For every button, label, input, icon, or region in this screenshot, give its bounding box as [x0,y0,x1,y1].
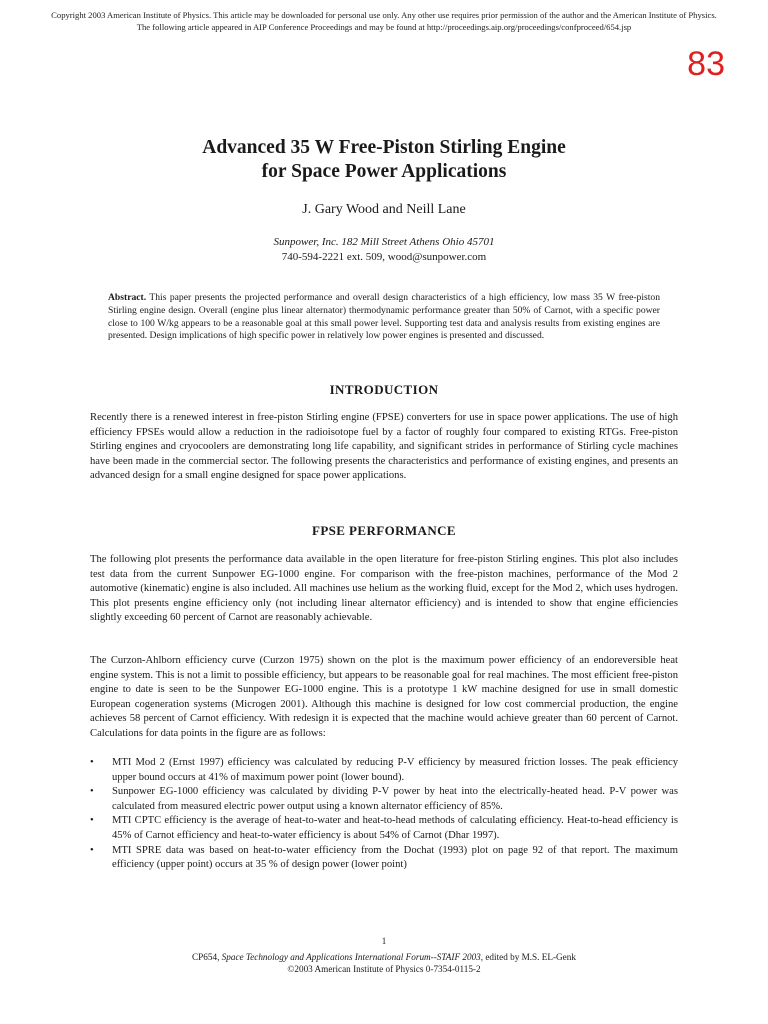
bullet-icon: • [90,815,94,827]
introduction-paragraph: Recently there is a renewed interest in free-piston Stirling engine (FPSE) converters for use in space power applications. The use of high efficiency FPSEs would allow a reduction in the radioisotope fuel by a factor of roughly four compared to existing RTGs. Free-piston Stirling engines and cryocoolers are demonstrating long life capability, and significant strides in performance of Stirling cycle machines have been made in the commercial sector. The following presents the characteristics and performance of existing engines, and presents an advanced design for a small engine designed for space power applications. [90,412,678,482]
citation-proceedings: Space Technology and Applications International Forum--STAIF 2003 [221,952,481,962]
footer-copyright: ©2003 American Institute of Physics 0-7354-0115-2 [287,964,481,974]
bullet-icon: • [90,757,94,768]
bullet-text: MTI SPRE data was based on heat-to-water efficiency from the Dochat (1993) plot on page 92 of that report. The maximum efficiency (upper point) occurs at 35 % of design power (lower point) [112,844,678,871]
citation-prefix: CP654, [192,952,222,962]
contact-info: 740-594-2221 ext. 509, wood@sunpower.com [281,251,487,263]
bullet-item [90,785,678,814]
fpse-performance-heading: FPSE PERFORMANCE [312,523,456,538]
title-line-2: for Space Power Applications [261,161,507,182]
citation-editor: , edited by M.S. EL-Genk [480,952,576,962]
bullet-icon: • [90,844,94,856]
calculation-bullet-list [90,756,678,873]
abstract-text: This paper presents the projected performance and overall design characteristics of a high efficiency, low mass 35 W free-piston Stirling engine design. Overall (engine plus linear alternator) thermodynamic performance greater than 50% of Carnot, with a specific power close to 100 W/kg appears to be a reasonable goal at this small power level. Supporting test data and analysis results from existing engines are presented. Design implications of high specific power in relatively low power engines is presented and discussed. [108,292,660,342]
authors: J. Gary Wood and Neill Lane [302,202,466,217]
introduction-heading: INTRODUCTION [329,382,439,397]
citation-line [0,951,768,963]
bullet-item [90,756,678,785]
title-line-1: Advanced 35 W Free-Piston Stirling Engine [202,137,566,158]
copyright-notice [0,9,768,33]
bullet-text: MTI Mod 2 (Ernst 1997) efficiency was calculated by reducing P-V efficiency by measured friction losses. The peak efficiency upper bound occurs at 41% of maximum power point (lower bound). [112,757,678,783]
footer-citation [0,951,768,975]
abstract [108,292,660,343]
bullet-text: Sunpower EG-1000 efficiency was calculated by dividing P-V power by heat into the electrically-heated head. P-V power was calculated from measured electric power output using a known alternator efficiency of 85%. [112,786,678,812]
copyright-line-2: The following article appeared in AIP Conference Proceedings and may be found at http://proceedings.aip.org/proceedings/confproceed/654.jsp [136,22,632,32]
affiliation: Sunpower, Inc. 182 Mill Street Athens Ohio 45701 [273,236,495,248]
paper-title [0,136,768,184]
bullet-item [90,844,678,873]
performance-paragraph-2: The Curzon-Ahlborn efficiency curve (Curzon 1975) shown on the plot is the maximum power efficiency of an endoreversible heat engine system. This is not a limit to possible efficiency, but appears to be reasonable goal for real machines. The most efficient free-piston engine to date is seen to be the Sunpower EG-1000 engine. This is a prototype 1 kW machine designed for use in small domestic European cogeneration systems (Microgen 2001). Although this machine is designed for low cost commercial production, the engine achieves 58 percent of Carnot efficiency. With redesign it is expected that the machine would achieve greater than 60 percent of Carnot. Calculations for data points in the figure are as follows: [90,655,678,739]
abstract-label: Abstract. [108,292,147,303]
performance-paragraph-1: The following plot presents the performance data available in the open literature for free-piston Stirling engines. This plot also includes test data from the current Sunpower EG-1000 engine. For comparison with the free-piston machines, performance of the Mod 2 automotive (kinematic) engine is also included. All machines use helium as the working fluid, except for the Mod 2, which uses hydrogen. This plot presents engine efficiency only (not including linear alternator efficiency) and is intended to show that engine efficiencies slightly exceeding 60 percent of Carnot are reasonably achievable. [90,554,678,624]
bullet-icon: • [90,786,94,798]
affiliation-block [0,235,768,265]
copyright-line-1: Copyright 2003 American Institute of Physics. This article may be downloaded for personal use only. Any other use requires prior permission of the author and the American Institute of Physics. [51,10,717,20]
folio-number: 1 [381,936,387,946]
bullet-item [90,814,678,843]
page-number: 83 [687,45,725,83]
bullet-text: MTI CPTC efficiency is the average of heat-to-water and heat-to-head methods of calculating efficiency. Heat-to-head efficiency is 45% of Carnot efficiency and heat-to-water efficiency is about 54% of Carnot (Dhar 1997). [112,815,678,841]
